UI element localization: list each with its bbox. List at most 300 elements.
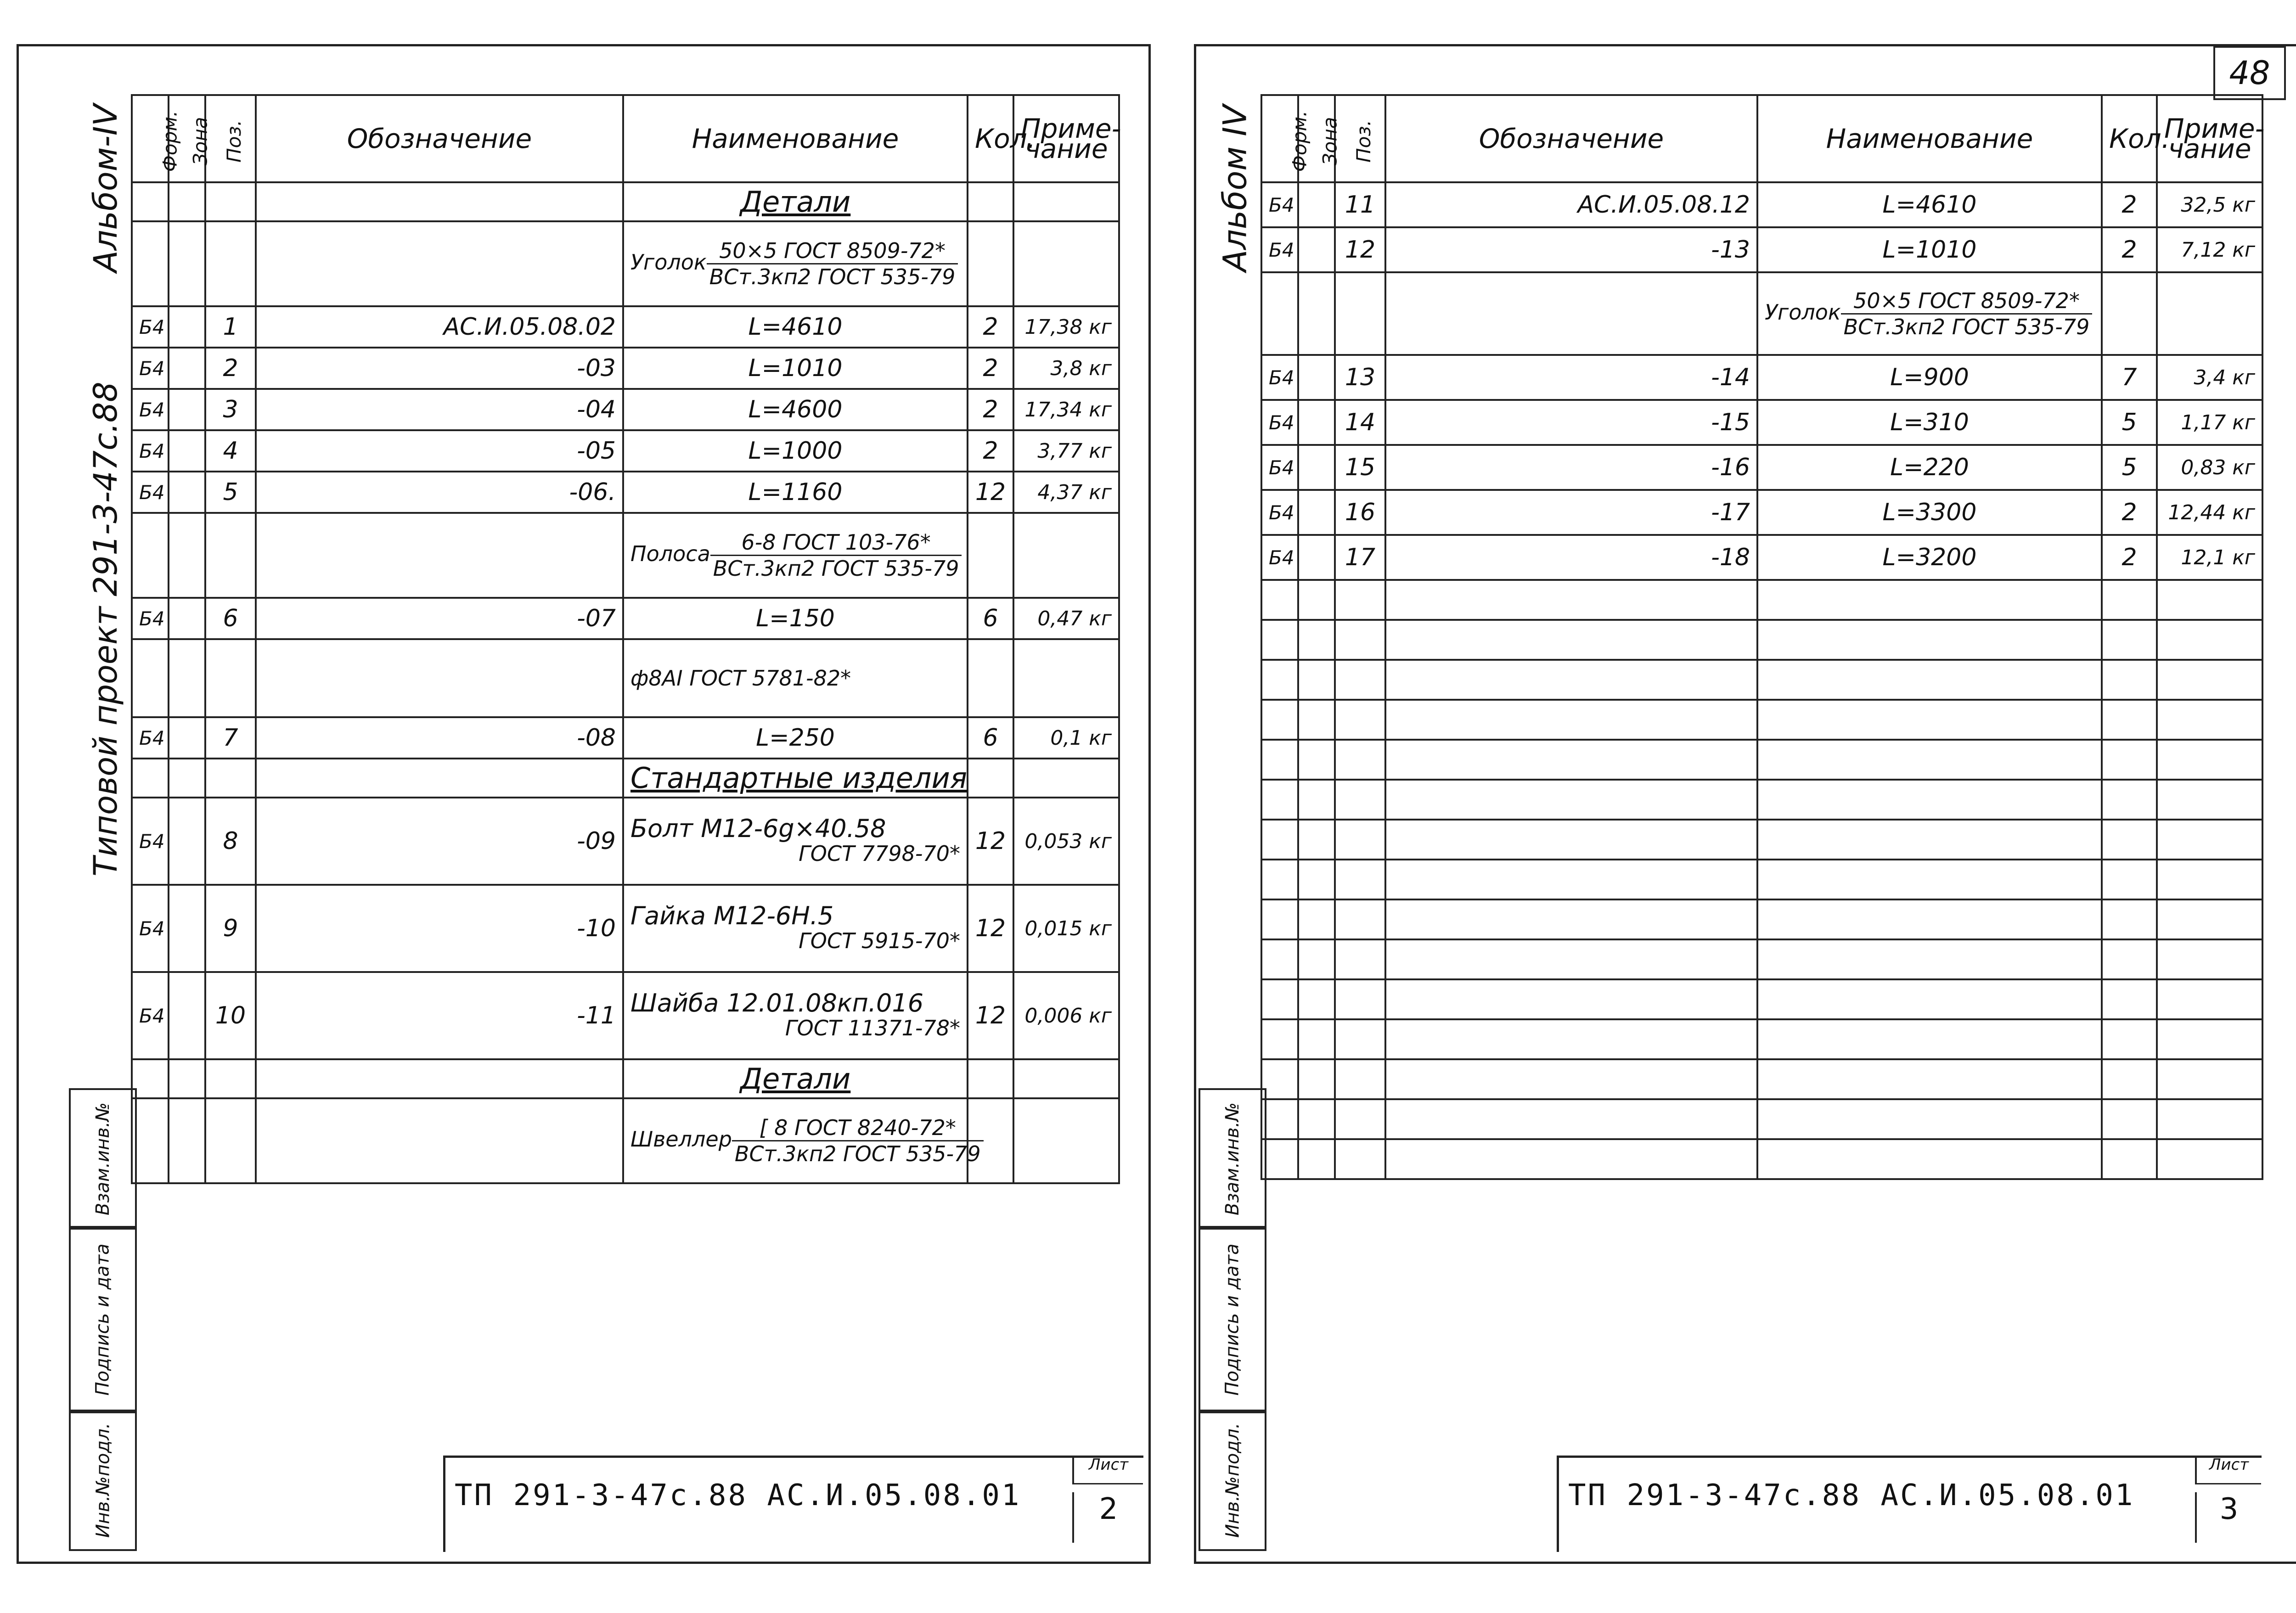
empty-cell [1298, 780, 1335, 820]
designation-cell: -05 [256, 430, 623, 472]
note-cell: 12,44 кг [2157, 490, 2262, 535]
material-top: 50×5 ГОСТ 8509-72* [1841, 288, 2093, 315]
right-podpis-box: Подпись и дата [1199, 1226, 1266, 1413]
empty-cell [1335, 1059, 1385, 1099]
name-cell [623, 798, 968, 885]
format-cell: Б4 [1261, 227, 1298, 272]
note-cell: 3,4 кг [2157, 355, 2262, 400]
empty-cell [1335, 899, 1385, 939]
empty-cell [1335, 1019, 1385, 1059]
empty-row [1261, 1019, 2262, 1059]
empty-cell [205, 1059, 256, 1098]
qty-cell: 2 [968, 348, 1013, 389]
empty-cell [1757, 1139, 2102, 1179]
empty-cell [2102, 1139, 2157, 1179]
zone-cell [169, 348, 205, 389]
empty-row [1261, 700, 2262, 740]
table-row [132, 389, 1119, 430]
empty-cell [205, 639, 256, 717]
name-line-1: Болт М12-6g×40.58 [630, 814, 886, 843]
empty-cell [1298, 1059, 1335, 1099]
empty-cell [1335, 939, 1385, 979]
header-qty: Кол. [2102, 95, 2157, 182]
material-prefix: Полоса [630, 541, 710, 566]
note-cell: 0,006 кг [1013, 972, 1119, 1059]
empty-cell [2157, 820, 2262, 860]
note-cell: 17,34 кг [1013, 389, 1119, 430]
left-sheet-label: Лист [1072, 1456, 1143, 1484]
empty-cell [1261, 780, 1298, 820]
qty-cell: 2 [2102, 227, 2157, 272]
header-note: Приме-чание [1013, 95, 1119, 182]
name-cell: L=3200 [1757, 535, 2102, 580]
empty-cell [968, 1059, 1013, 1098]
zone-cell [169, 389, 205, 430]
empty-cell [205, 182, 256, 221]
table-row [132, 759, 1119, 798]
format-cell: Б4 [1261, 445, 1298, 490]
empty-cell [132, 759, 169, 798]
note-cell: 3,8 кг [1013, 348, 1119, 389]
name-line-1: Гайка М12-6Н.5 [630, 901, 834, 930]
empty-cell [1335, 620, 1385, 660]
table-row [1261, 445, 2262, 490]
empty-cell [1757, 979, 2102, 1019]
note-cell: 0,053 кг [1013, 798, 1119, 885]
qty-cell: 6 [968, 598, 1013, 639]
left-header-row [132, 95, 1119, 182]
empty-cell [1261, 820, 1298, 860]
empty-cell [1385, 860, 1757, 899]
section-title-cell [623, 1059, 968, 1098]
empty-cell [169, 1059, 205, 1098]
empty-cell [1385, 780, 1757, 820]
empty-cell [1757, 620, 2102, 660]
left-podpis-box: Подпись и дата [69, 1226, 137, 1413]
qty-cell: 12 [968, 972, 1013, 1059]
pos-cell: 11 [1335, 182, 1385, 227]
material-fraction [707, 238, 958, 289]
empty-cell [1757, 1099, 2102, 1139]
format-cell: Б4 [1261, 490, 1298, 535]
empty-row [1261, 820, 2262, 860]
empty-cell [1385, 939, 1757, 979]
material-bottom: ВСт.3кп2 ГОСТ 535-79 [709, 264, 956, 289]
empty-cell [1335, 580, 1385, 620]
empty-cell [1757, 1019, 2102, 1059]
empty-cell [132, 221, 169, 306]
designation-cell: -13 [1385, 227, 1757, 272]
pos-cell: 4 [205, 430, 256, 472]
empty-cell [2102, 620, 2157, 660]
zone-cell [1298, 535, 1335, 580]
empty-cell [1385, 979, 1757, 1019]
zone-cell [169, 472, 205, 513]
designation-cell: -10 [256, 885, 623, 972]
left-doc-code: ТП 291-3-47с.88 АС.И.05.08.01 [455, 1478, 1021, 1512]
material-line: ф8АI ГОСТ 5781-82* [630, 666, 851, 691]
table-row [132, 182, 1119, 221]
qty-cell: 12 [968, 885, 1013, 972]
empty-cell [256, 759, 623, 798]
empty-cell [1385, 1099, 1757, 1139]
pos-cell: 16 [1335, 490, 1385, 535]
designation-cell: АС.И.05.08.12 [1385, 182, 1757, 227]
empty-cell [1013, 221, 1119, 306]
empty-cell [1261, 580, 1298, 620]
empty-cell [2102, 860, 2157, 899]
designation-cell: -11 [256, 972, 623, 1059]
pos-cell: 3 [205, 389, 256, 430]
zone-cell [169, 885, 205, 972]
qty-cell: 2 [2102, 182, 2157, 227]
qty-cell: 12 [968, 472, 1013, 513]
name-cell: L=4610 [1757, 182, 2102, 227]
empty-cell [2102, 979, 2157, 1019]
zone-cell [1298, 182, 1335, 227]
format-cell: Б4 [132, 389, 169, 430]
zone-cell [169, 430, 205, 472]
left-sheet-number: 2 [1072, 1492, 1143, 1543]
table-row [1261, 535, 2262, 580]
material-spec-cell [623, 1098, 981, 1183]
name-cell: L=310 [1757, 400, 2102, 445]
zone-cell [1298, 490, 1335, 535]
qty-cell: 2 [968, 389, 1013, 430]
empty-cell [1335, 1099, 1385, 1139]
empty-cell [2157, 979, 2262, 1019]
empty-cell [2102, 820, 2157, 860]
format-cell: Б4 [132, 885, 169, 972]
pos-cell: 17 [1335, 535, 1385, 580]
designation-cell: -14 [1385, 355, 1757, 400]
empty-row [1261, 740, 2262, 780]
zone-cell [169, 972, 205, 1059]
name-cell: L=4600 [623, 389, 968, 430]
qty-cell: 7 [2102, 355, 2157, 400]
empty-cell [1335, 860, 1385, 899]
empty-cell [1298, 740, 1335, 780]
qty-cell: 5 [2102, 400, 2157, 445]
empty-cell [1261, 740, 1298, 780]
empty-cell [1335, 1139, 1385, 1179]
section-title-cell [623, 182, 968, 221]
empty-cell [1385, 620, 1757, 660]
material-bottom: ВСт.3кп2 ГОСТ 535-79 [713, 556, 959, 581]
empty-cell [1335, 780, 1385, 820]
empty-cell [2157, 1139, 2262, 1179]
empty-cell [1757, 939, 2102, 979]
empty-row [1261, 660, 2262, 700]
zone-cell [169, 306, 205, 348]
material-prefix: Уголок [1765, 299, 1841, 325]
empty-cell [1261, 700, 1298, 740]
pos-cell: 1 [205, 306, 256, 348]
pos-cell: 10 [205, 972, 256, 1059]
name-cell: L=3300 [1757, 490, 2102, 535]
note-cell: 1,17 кг [2157, 400, 2262, 445]
empty-cell [132, 1059, 169, 1098]
zone-cell [169, 598, 205, 639]
qty-cell: 5 [2102, 445, 2157, 490]
empty-cell [132, 182, 169, 221]
pos-cell: 6 [205, 598, 256, 639]
empty-cell [1298, 1139, 1335, 1179]
empty-cell [1261, 1099, 1298, 1139]
designation-cell: -06. [256, 472, 623, 513]
table-row [1261, 490, 2262, 535]
right-inv-podl-box: Инв.№подл. [1199, 1410, 1266, 1551]
empty-cell [2102, 740, 2157, 780]
empty-cell [1298, 939, 1335, 979]
empty-cell [256, 1059, 623, 1098]
table-row [132, 472, 1119, 513]
empty-cell [256, 639, 623, 717]
left-vzam-inv-box: Взам.инв.№ [69, 1088, 137, 1230]
empty-cell [1298, 860, 1335, 899]
empty-cell [1385, 700, 1757, 740]
table-row [132, 717, 1119, 759]
designation-cell: -04 [256, 389, 623, 430]
empty-cell [1298, 820, 1335, 860]
format-cell: Б4 [132, 972, 169, 1059]
material-spec-cell [623, 639, 968, 717]
page-number: 48 [2213, 46, 2286, 100]
empty-cell [2102, 272, 2157, 355]
pos-cell: 13 [1335, 355, 1385, 400]
empty-cell [1385, 1019, 1757, 1059]
header-designation: Обозначение [1385, 95, 1757, 182]
section-title-cell [623, 759, 968, 798]
material-prefix: Швеллер [630, 1127, 732, 1152]
empty-cell [1385, 272, 1757, 355]
material-top: 6-8 ГОСТ 103-76* [710, 530, 962, 556]
empty-cell [2102, 580, 2157, 620]
table-row [132, 1098, 1119, 1183]
empty-cell [2157, 1059, 2262, 1099]
empty-cell [2157, 580, 2262, 620]
empty-cell [2102, 660, 2157, 700]
empty-cell [968, 759, 1013, 798]
empty-row [1261, 1059, 2262, 1099]
empty-cell [968, 639, 1013, 717]
left-project-label: Типовой проект 291-3-47с.88 [87, 382, 124, 877]
right-header-row [1261, 95, 2262, 182]
empty-cell [256, 221, 623, 306]
empty-cell [1757, 820, 2102, 860]
header-qty: Кол. [968, 95, 1013, 182]
empty-cell [1385, 740, 1757, 780]
right-vzam-inv-box: Взам.инв.№ [1199, 1088, 1266, 1230]
name-line-2: ГОСТ 7798-70* [799, 841, 960, 866]
empty-row [1261, 780, 2262, 820]
section-title: Детали [740, 185, 851, 219]
material-top: [ 8 ГОСТ 8240-72* [732, 1115, 984, 1141]
header-pos: Поз. [1335, 95, 1385, 182]
format-cell: Б4 [132, 348, 169, 389]
name-line-1: Шайба 12.01.08кп.016 [630, 989, 924, 1017]
table-row [132, 1059, 1119, 1098]
empty-row [1261, 620, 2262, 660]
header-name: Наименование [1757, 95, 2102, 182]
empty-cell [1385, 1139, 1757, 1179]
empty-cell [2102, 1059, 2157, 1099]
format-cell: Б4 [1261, 182, 1298, 227]
header-note: Приме-чание [2157, 95, 2262, 182]
designation-cell: -03 [256, 348, 623, 389]
empty-cell [2102, 939, 2157, 979]
qty-cell: 2 [968, 306, 1013, 348]
format-cell: Б4 [132, 598, 169, 639]
empty-cell [1261, 899, 1298, 939]
name-cell: L=1000 [623, 430, 968, 472]
name-cell [623, 972, 968, 1059]
table-row [132, 972, 1119, 1059]
empty-cell [256, 513, 623, 598]
note-cell: 12,1 кг [2157, 535, 2262, 580]
material-bottom: ВСт.3кп2 ГОСТ 535-79 [1843, 314, 2090, 339]
zone-cell [1298, 355, 1335, 400]
name-cell: L=250 [623, 717, 968, 759]
empty-cell [2157, 860, 2262, 899]
empty-cell [1335, 660, 1385, 700]
designation-cell: -16 [1385, 445, 1757, 490]
qty-cell: 12 [968, 798, 1013, 885]
table-row [1261, 182, 2262, 227]
designation-cell: -15 [1385, 400, 1757, 445]
empty-cell [968, 221, 1013, 306]
empty-cell [1013, 1098, 1119, 1183]
empty-cell [1335, 979, 1385, 1019]
note-cell: 17,38 кг [1013, 306, 1119, 348]
header-pos: Поз. [205, 95, 256, 182]
material-fraction [732, 1115, 984, 1166]
designation-cell: АС.И.05.08.02 [256, 306, 623, 348]
right-album-label: Альбом IV [1216, 105, 1254, 272]
right-sheet-number: 3 [2195, 1492, 2261, 1543]
empty-cell [2157, 939, 2262, 979]
section-title: Детали [740, 1062, 851, 1096]
empty-cell [1298, 620, 1335, 660]
empty-cell [132, 639, 169, 717]
pos-cell: 5 [205, 472, 256, 513]
designation-cell: -17 [1385, 490, 1757, 535]
empty-cell [2157, 620, 2262, 660]
empty-row [1261, 899, 2262, 939]
empty-cell [2157, 1019, 2262, 1059]
name-cell [623, 885, 968, 972]
table-row [132, 430, 1119, 472]
empty-cell [205, 513, 256, 598]
empty-cell [1013, 182, 1119, 221]
empty-cell [169, 639, 205, 717]
name-cell: L=4610 [623, 306, 968, 348]
name-cell: L=1010 [623, 348, 968, 389]
designation-cell: -08 [256, 717, 623, 759]
note-cell: 7,12 кг [2157, 227, 2262, 272]
table-row [132, 598, 1119, 639]
empty-cell [205, 221, 256, 306]
material-bottom: ВСт.3кп2 ГОСТ 535-79 [734, 1141, 981, 1166]
empty-cell [1261, 660, 1298, 700]
qty-cell: 6 [968, 717, 1013, 759]
name-cell: L=1160 [623, 472, 968, 513]
designation-cell: -07 [256, 598, 623, 639]
empty-cell [2157, 660, 2262, 700]
header-format: Форм. [1261, 95, 1298, 182]
right-sheet-label: Лист [2195, 1456, 2261, 1484]
zone-cell [169, 798, 205, 885]
note-cell: 4,37 кг [1013, 472, 1119, 513]
table-row [1261, 400, 2262, 445]
empty-cell [1261, 979, 1298, 1019]
material-spec-cell [623, 221, 968, 306]
empty-row [1261, 1099, 2262, 1139]
empty-cell [1757, 780, 2102, 820]
format-cell: Б4 [132, 717, 169, 759]
format-cell: Б4 [132, 430, 169, 472]
qty-cell: 2 [2102, 490, 2157, 535]
empty-cell [1013, 513, 1119, 598]
note-cell: 32,5 кг [2157, 182, 2262, 227]
material-top: 50×5 ГОСТ 8509-72* [707, 238, 958, 264]
header-zone: Зона [169, 95, 205, 182]
empty-cell [1261, 860, 1298, 899]
header-format: Форм. [132, 95, 169, 182]
zone-cell [169, 717, 205, 759]
empty-cell [1335, 740, 1385, 780]
empty-cell [1385, 820, 1757, 860]
empty-cell [2102, 899, 2157, 939]
empty-cell [1385, 1059, 1757, 1099]
empty-cell [2102, 1019, 2157, 1059]
empty-cell [1385, 899, 1757, 939]
format-cell: Б4 [1261, 355, 1298, 400]
empty-cell [1298, 272, 1335, 355]
header-designation: Обозначение [256, 95, 623, 182]
empty-cell [2157, 1099, 2262, 1139]
section-title: Стандартные изделия [630, 761, 968, 795]
empty-cell [1385, 660, 1757, 700]
empty-cell [1335, 272, 1385, 355]
empty-row [1261, 1139, 2262, 1179]
header-name: Наименование [623, 95, 968, 182]
right-spec-table [1261, 94, 2263, 1180]
table-row [132, 885, 1119, 972]
note-cell: 0,83 кг [2157, 445, 2262, 490]
empty-row [1261, 860, 2262, 899]
empty-cell [132, 513, 169, 598]
designation-cell: -09 [256, 798, 623, 885]
table-row [1261, 227, 2262, 272]
empty-cell [1757, 899, 2102, 939]
empty-cell [1298, 580, 1335, 620]
left-spec-table [131, 94, 1120, 1184]
empty-cell [1757, 580, 2102, 620]
name-line-2: ГОСТ 11371-78* [785, 1016, 960, 1040]
empty-cell [256, 182, 623, 221]
name-cell: L=150 [623, 598, 968, 639]
left-inv-podl-box: Инв.№подл. [69, 1410, 137, 1551]
table-row [132, 221, 1119, 306]
table-row [1261, 355, 2262, 400]
empty-cell [169, 759, 205, 798]
format-cell: Б4 [132, 472, 169, 513]
empty-cell [2157, 740, 2262, 780]
empty-cell [1013, 759, 1119, 798]
empty-cell [1261, 1059, 1298, 1099]
empty-cell [1013, 639, 1119, 717]
